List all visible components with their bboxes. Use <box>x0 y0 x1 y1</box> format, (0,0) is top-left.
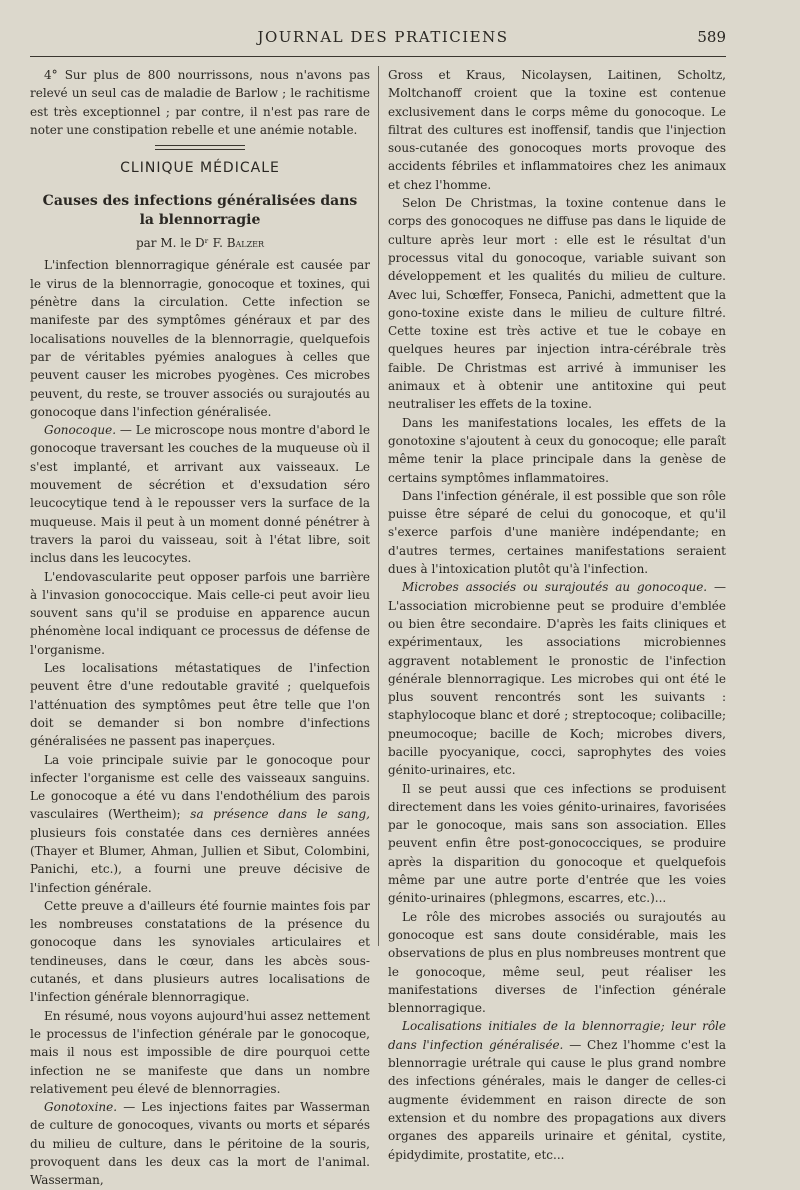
paragraph-microbes <box>388 578 726 779</box>
byline-prefix: par M. le Dʳ F. <box>135 236 227 251</box>
byline <box>30 234 370 252</box>
running-header <box>40 28 726 52</box>
paragraph: Selon De Christmas, la toxine contenue dans le corps des gonocoques ne diffuse pas dans le liquide de culture après leur mort : elle est le résultat d'un processus vital du gonocoque, variable suivant son développement et les qualités du milieu de culture. Avec lui, Schœffer, Fonseca, Panichi, admettent que la gono-toxine existe dans le milieu de culture filtré. Cette toxine est très active et tue le cobaye en quelques heures par injection intra-cérébrale très faible. De Christmas est arrivé à immuniser les animaux et à obtenir une antitoxine qui peut neutraliser les effets de la toxine. <box>388 196 726 412</box>
intro-paragraph: 4° Sur plus de 800 nourrissons, nous n'avons pas relevé un seul cas de maladie de Barlow ; le rachitisme est très exceptionnel ; par contre, il n'est pas rare de noter une constipation rebelle et une anémie notable. <box>30 68 370 137</box>
author-name: Balzer <box>226 236 265 251</box>
italic-phrase: sa présence dans le sang, <box>190 807 370 822</box>
page-number: 589 <box>697 28 726 46</box>
paragraph: Il se peut aussi que ces infections se produisent directement dans les voies génito-urinaires, favorisées par le gonocoque, mais sans son association. Elles peuvent enfin être post-gonococciques, se produire après la disparition du gonocoque et quelquefois même par une autre porte d'entrée que les voies génito-urinaires (phlegmons, escarres, etc.)... <box>388 781 726 906</box>
paragraph-voie-principale <box>30 751 370 897</box>
paragraph-text: — Le microscope nous montre d'abord le gonocoque traversant les couches de la muqueuse où il s'est implanté, et arrivant aux vaisseaux. Le mouvement de sécrétion et d'exsudation séro leucocytique tend à le repousser vers la surface de la muqueuse. Mais il peut à un moment donné pénétrer à travers la paroi du vaisseau, soit à l'état libre, soit inclus dans les leucocytes. <box>30 423 370 566</box>
paragraph-gonotoxine <box>30 1098 370 1189</box>
header-rule <box>30 56 726 57</box>
paragraph: Cette preuve a d'ailleurs été fournie maintes fois par les nombreuses constatations de la présence du gonocoque dans les synoviales articulaires et tendineuses, dans le cœur, dans les abcès sous-cutanés, et dans plusieurs autres localisations de l'infection générale blennorragique. <box>30 898 370 1005</box>
section-title: CLINIQUE MÉDICALE <box>120 160 280 177</box>
paragraph-lead: Gonotoxine. <box>44 1100 118 1115</box>
paragraph-text: plusieurs fois constatée dans ces dernières années (Thayer et Blumer, Ahman, Jullien et Sibut, Colombini, Panichi, etc.), a fourni une preuve décisive de l'infection générale. <box>30 825 370 895</box>
paragraph: Les localisations métastatiques de l'infection peuvent être d'une redoutable gravité ; quelquefois l'atténuation des symptômes peut être telle que l'on doit se demander si bon nombre d'infections généralisées ne passent pas inaperçues. <box>30 661 370 749</box>
journal-title: JOURNAL DES PRATICIENS <box>257 28 509 46</box>
paragraph: Dans l'infection générale, il est possible que son rôle puisse être séparé de celui du gonocoque, et qu'il s'exerce parfois d'une manière indépendante; en d'autres termes, certaines manifestations seraient dues à l'intoxication plutôt qu'à l'infection. <box>388 488 726 577</box>
paragraph-text: — Chez l'homme c'est la blennorragie urétrale qui cause le plus grand nombre des infections générales, mais le danger de celles-ci augmente évidemment en raison directe de son extension et du nombre des propagations aux divers organes des appareils urinaire et génital, cystite, épidydimite, prostatite, etc... <box>388 1037 726 1162</box>
paragraph: Le rôle des microbes associés ou surajoutés au gonocoque est sans doute considérable, mais les observations de plus en plus nombreuses montrent que le gonocoque, même seul, peut réaliser les manifestations diverses de l'infection générale blennorragique. <box>388 909 726 1016</box>
article-title: Causes des infections généralisées dans la blennorragie <box>42 193 358 229</box>
paragraph-text: — L'association microbienne peut se produire d'emblée ou bien être secondaire. D'après les faits cliniques et expérimentaux, les associations microbiennes aggravent notablement le pronostic de l'infection générale blennorragique. Les microbes qui ont été le plus souvent rencontrés sont les suivants : staphylocoque blanc et doré ; streptocoque; colibacille; pneumocoque; bacille de Koch; microbes divers, bacille pyocyanique, cocci, saprophytes des voies génito-urinaires, etc. <box>388 580 726 778</box>
paragraph: L'endovascularite peut opposer parfois une barrière à l'invasion gonococcique. Mais celle-ci peut avoir lieu souvent sans qu'il se produise en apparence aucun phénomène local indiquant ce processus de défense de l'organisme. <box>30 569 370 657</box>
section-divider <box>155 145 245 150</box>
paragraph: Dans les manifestations locales, les effets de la gonotoxine s'ajoutent à ceux du gonocoque; elle paraît même tenir la place principale dans la genèse de certains symptômes inflammatoires. <box>388 415 726 485</box>
right-column <box>388 66 726 1164</box>
paragraph-localisations <box>388 1017 726 1163</box>
paragraph-text: — Les injections faites par Wasserman de culture de gonocoques, vivants ou morts et séparés du milieu de culture, dans le péritoine de la souris, provoquent dans les deux cas la mort de l'animal. Wasserman, <box>30 1100 370 1188</box>
paragraph: En résumé, nous voyons aujourd'hui assez nettement le processus de l'infection générale par le gonocoque, mais il nous est impossible de dire pourquoi cette infection ne se manifeste que dans un nombre relativement peu élevé de blennorragies. <box>30 1008 370 1096</box>
paragraph-lead: Gonocoque. <box>44 423 117 438</box>
column-divider <box>378 66 379 946</box>
paragraph: Gross et Kraus, Nicolaysen, Laitinen, Scholtz, Moltchanoff croient que la toxine est contenue exclusivement dans le corps même du gonocoque. Le filtrat des cultures est inoffensif, tandis que l'injection sous-cutanée des gonocoques morts provoque des accidents fébriles et inflammatoires chez les animaux et chez l'homme. <box>388 68 726 192</box>
paragraph-lead: Microbes associés ou surajoutés au gonocoque. <box>402 580 708 595</box>
paragraph-lead: Localisations initiales de la blennorragie; leur rôle dans l'infection généralisée. <box>388 1019 726 1052</box>
paragraph-gonocoque <box>30 421 370 567</box>
paragraph: L'infection blennorragique générale est causée par le virus de la blennorragie, gonocoque et toxines, qui pénètre dans la circulation. Cette infection se manifeste par des symptômes généraux et par des localisations nouvelles de la blennorragie, quelquefois par de véritables pyémies analogues à celles que peuvent causer les microbes pyogènes. Ces microbes peuvent, du reste, se trouver associés ou surajoutés au gonocoque dans l'infection généralisée. <box>30 258 370 419</box>
left-column <box>30 66 370 1190</box>
paragraph-text: La voie principale suivie par le gonocoque pour infecter l'organisme est celle des vaisseaux sanguins. Le gonocoque a été vu dans l'endothélium des parois vasculaires (Wertheim); <box>30 752 370 822</box>
